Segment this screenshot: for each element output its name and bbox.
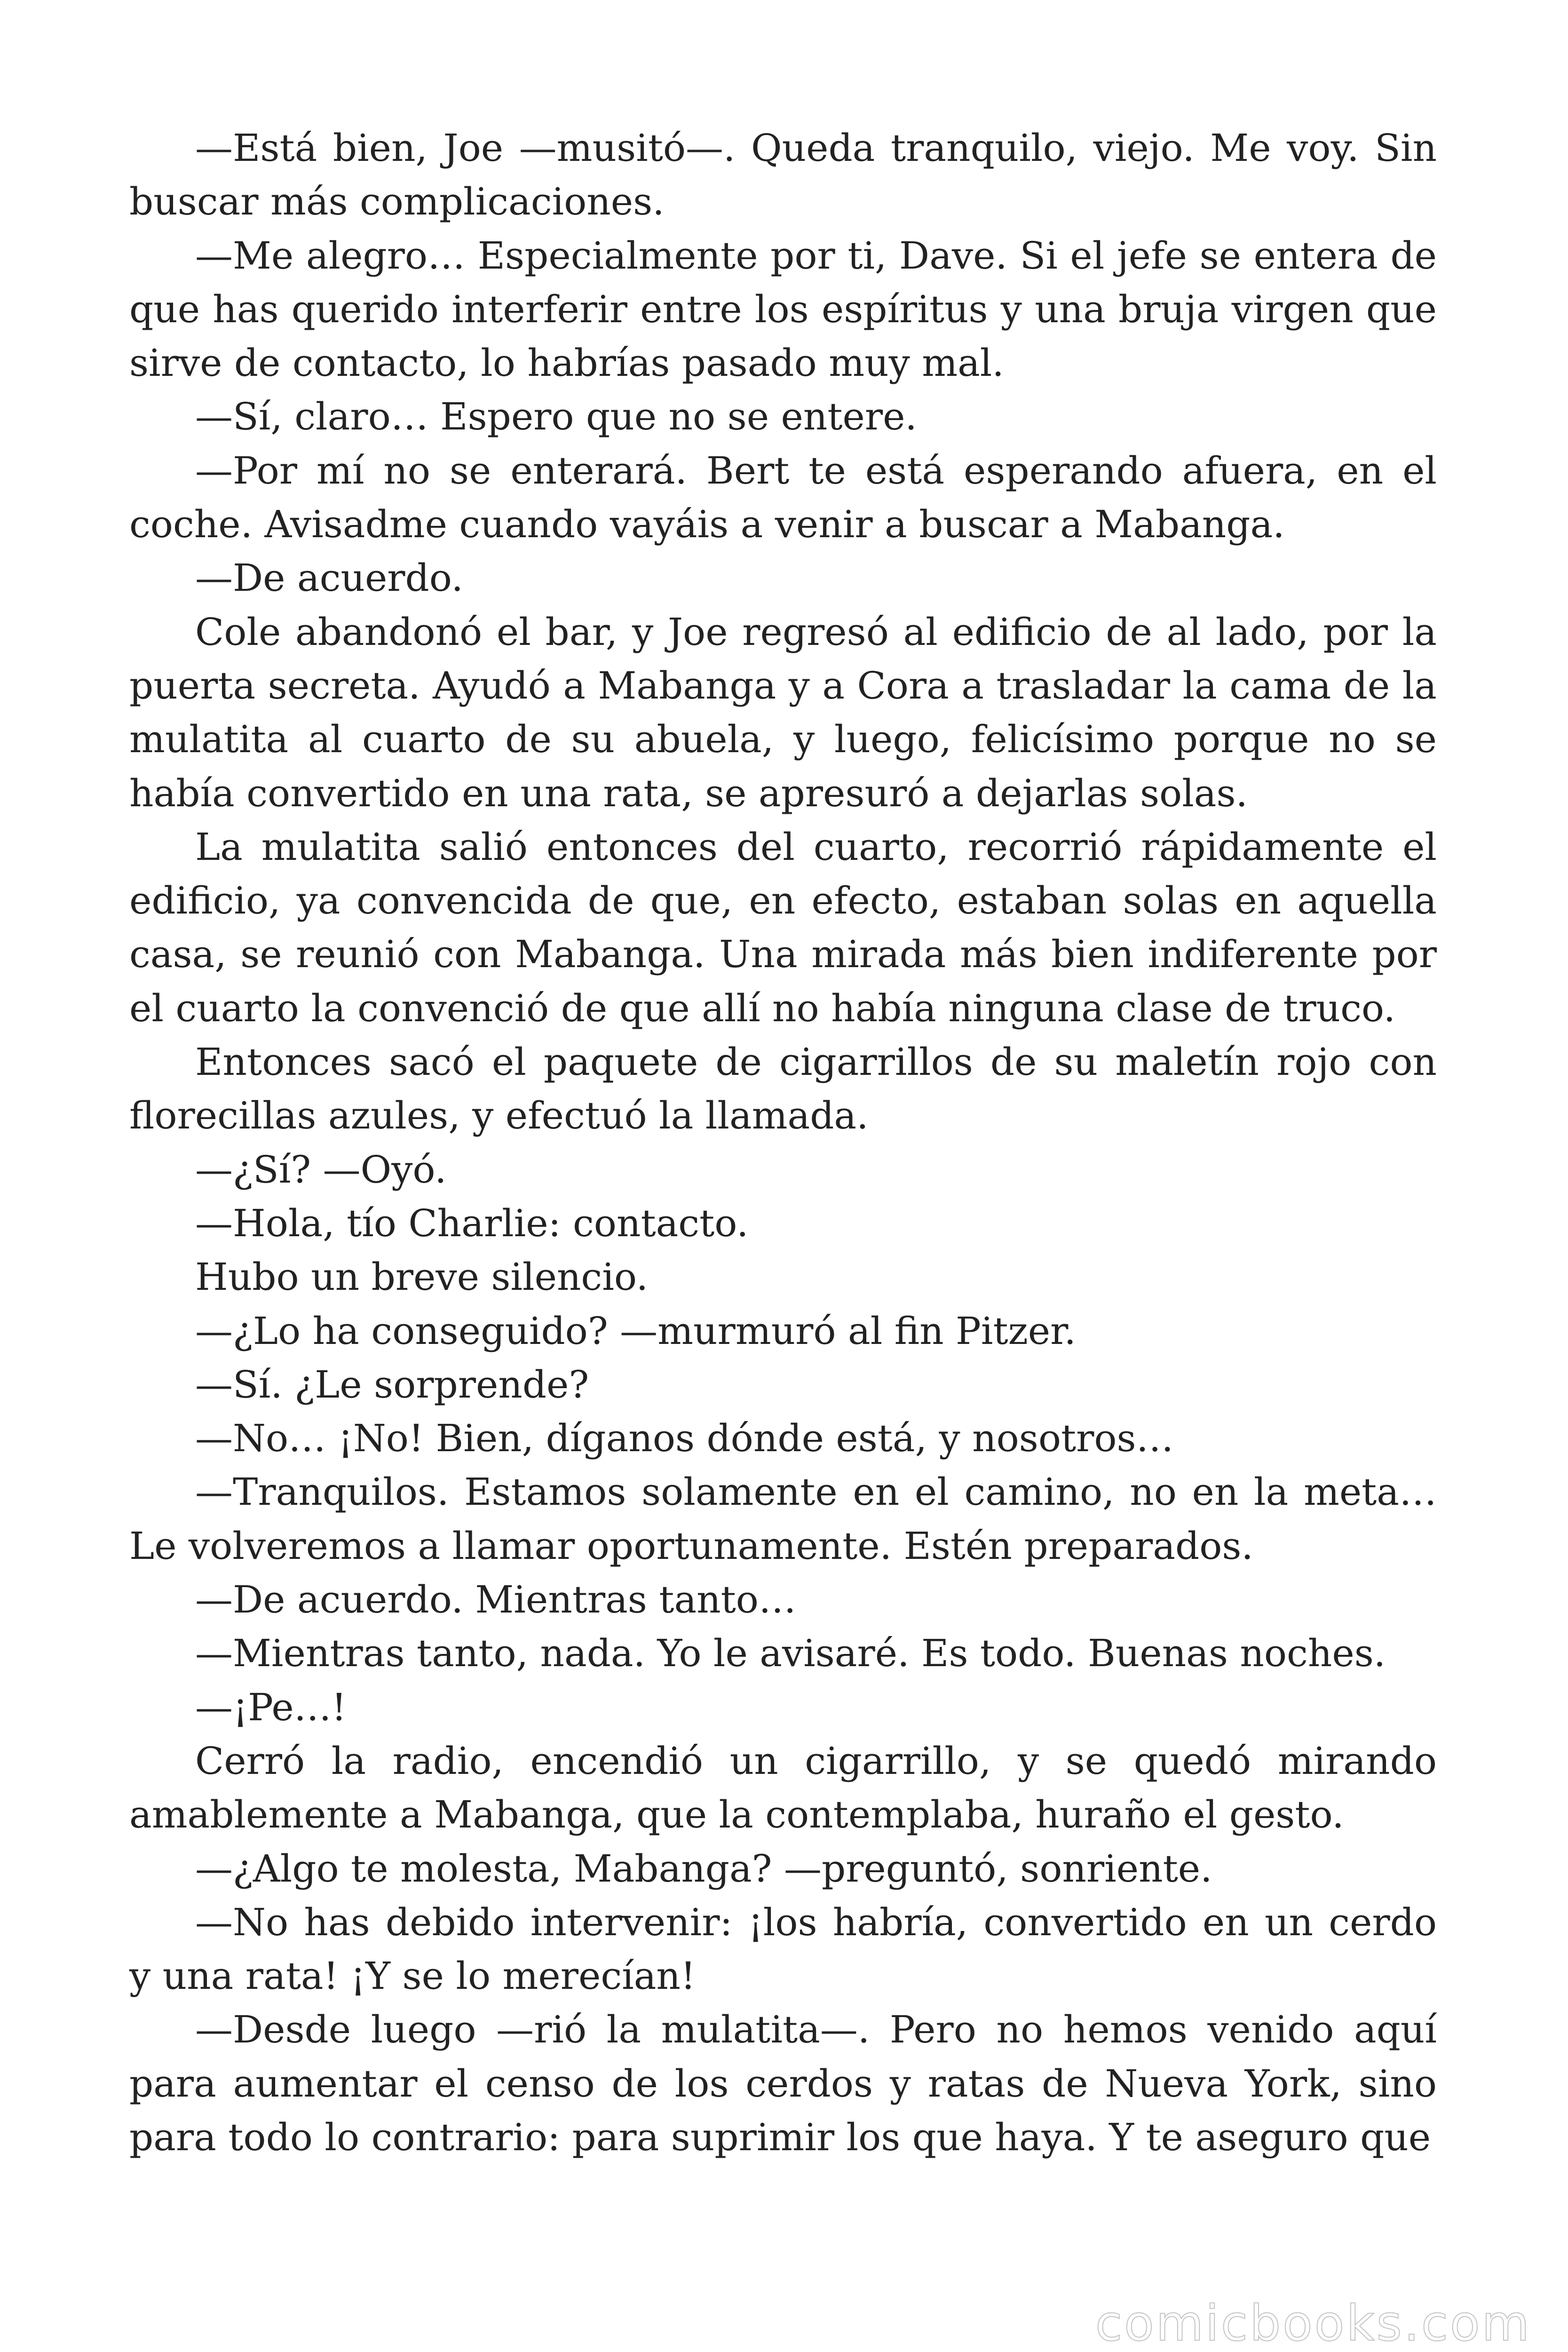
paragraph: —Tranquilos. Estamos solamente en el camino, no en la meta… Le volveremos a llamar oportunamente. Estén preparados. [129, 1470, 1437, 1568]
paragraph: —Está bien, Joe —musitó—. Queda tranquilo, viejo. Me voy. Sin buscar más complicaciones. [129, 126, 1437, 224]
paragraph: —Por mí no se enterará. Bert te está esperando afuera, en el coche. Avisadme cuando vayáis a venir a buscar a Mabanga. [129, 448, 1437, 547]
paragraph: —¿Sí? —Oyó. [195, 1147, 447, 1192]
paragraph: —Mientras tanto, nada. Yo le avisaré. Es todo. Buenas noches. [195, 1631, 1386, 1676]
paragraph: —De acuerdo. Mientras tanto… [195, 1578, 796, 1622]
paragraph: Entonces sacó el paquete de cigarrillos de su maletín rojo con florecillas azules, y efectuó la llamada. [129, 1040, 1437, 1138]
paragraph: —¿Lo ha conseguido? —murmuró al fin Pitzer. [195, 1309, 1076, 1353]
paragraph: Hubo un breve silencio. [195, 1255, 649, 1299]
paragraph: La mulatita salió entonces del cuarto, recorrió rápidamente el edificio, ya convencida de que, en efecto, estaban solas en aquella casa, se reunió con Mabanga. Una mirada más bien indiferente por el cuarto la convenció de que allí no había ninguna clase de truco. [129, 825, 1437, 1030]
paragraph: —¡Pe…! [195, 1685, 347, 1729]
paragraph: —¿Algo te molesta, Mabanga? —preguntó, sonriente. [195, 1846, 1212, 1891]
body-text [129, 121, 1437, 2164]
paragraph: —Sí, claro… Espero que no se entere. [195, 395, 917, 439]
paragraph: —No… ¡No! Bien, díganos dónde está, y nosotros… [195, 1416, 1174, 1461]
paragraph: —Desde luego —rió la mulatita—. Pero no hemos venido aquí para aumentar el censo de los cerdos y ratas de Nueva York, sino para todo lo contrario: para suprimir los que haya. Y te aseguro que [129, 2008, 1437, 2159]
paragraph: —Me alegro… Especialmente por ti, Dave. Si el jefe se entera de que has querido interferir entre los espíritus y una bruja virgen que sirve de contacto, lo habrías pasado muy mal. [129, 233, 1437, 385]
paragraph: Cole abandonó el bar, y Joe regresó al edificio de al lado, por la puerta secreta. Ayudó a Mabanga y a Cora a trasladar la cama de la mulatita al cuarto de su abuela, y luego, felicísimo porque no se había convertido en una rata, se apresuró a dejarlas solas. [129, 610, 1437, 815]
paragraph: —Sí. ¿Le sorprende? [195, 1362, 589, 1406]
paragraph: —Hola, tío Charlie: contacto. [195, 1201, 749, 1245]
paragraph: Cerró la radio, encendió un cigarrillo, y se quedó mirando amablemente a Mabanga, que la contemplaba, huraño el gesto. [129, 1739, 1437, 1837]
watermark: comicbooks.com [1095, 2295, 1531, 2352]
paragraph: —No has debido intervenir: ¡los habría, convertido en un cerdo y una rata! ¡Y se lo merecían! [129, 1900, 1437, 1998]
paragraph: —De acuerdo. [195, 556, 463, 600]
